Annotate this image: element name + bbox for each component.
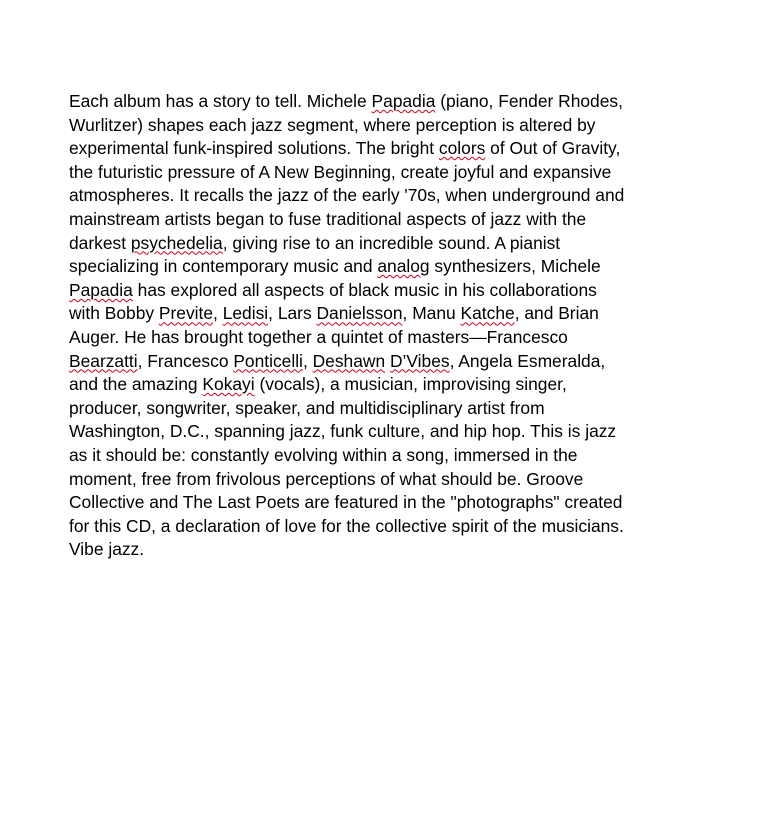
text-line xyxy=(69,137,709,161)
text-run: as it should be: constantly evolving within a song, immersed in the xyxy=(69,444,578,465)
text-line xyxy=(69,420,709,444)
spellcheck-flagged-word[interactable]: Kokayi xyxy=(202,374,255,395)
spellcheck-flagged-word[interactable]: colors xyxy=(438,138,486,159)
text-line xyxy=(69,90,709,114)
text-run: Wurlitzer) shapes each jazz segment, where perception is altered by xyxy=(69,114,596,135)
spellcheck-flagged-word[interactable]: Papadia xyxy=(371,91,436,111)
text-line xyxy=(69,184,709,208)
spellcheck-flagged-word[interactable]: Katche xyxy=(460,303,515,324)
text-line xyxy=(69,279,709,303)
text-run: of Out of Gravity, xyxy=(485,138,621,159)
text-run: for this CD, a declaration of love for the collective spirit of the musicians. xyxy=(69,515,624,536)
text-run: darkest xyxy=(69,232,131,253)
text-line xyxy=(69,232,709,256)
text-run: the futuristic pressure of A New Beginning, create joyful and expansive xyxy=(69,161,612,182)
spellcheck-flagged-word[interactable]: Deshawn xyxy=(312,350,386,371)
text-run: , xyxy=(302,350,313,371)
text-run: with Bobby xyxy=(69,303,159,324)
text-run: , Manu xyxy=(402,303,461,324)
text-run: Collective and The Last Poets are featured in the "photographs" created xyxy=(69,492,623,513)
text-run: (vocals), a musician, improvising singer, xyxy=(254,374,567,395)
text-run: and the amazing xyxy=(69,374,203,395)
text-line xyxy=(69,161,709,185)
text-run: synthesizers, Michele xyxy=(429,256,601,277)
text-run: atmospheres. It recalls the jazz of the early '70s, when underground and xyxy=(69,185,625,206)
text-line xyxy=(69,302,709,326)
text-run: , Angela Esmeralda, xyxy=(449,350,606,371)
text-run: (piano, Fender Rhodes, xyxy=(435,91,623,111)
spellcheck-flagged-word[interactable]: D’Vibes xyxy=(389,350,450,371)
text-run: Auger. He has brought together a quintet of masters—Francesco xyxy=(69,326,568,347)
text-line xyxy=(69,538,709,562)
text-line xyxy=(69,444,709,468)
text-run: Each album has a story to tell. Michele xyxy=(69,91,372,111)
text-line xyxy=(69,468,709,492)
text-run: , and Brian xyxy=(514,303,599,324)
text-run: experimental funk-inspired solutions. The bright xyxy=(69,138,439,159)
spellcheck-flagged-word[interactable]: psychedelia xyxy=(130,232,223,253)
text-line xyxy=(69,373,709,397)
spellcheck-flagged-word[interactable]: Papadia xyxy=(69,279,133,300)
text-line xyxy=(69,114,709,138)
spellcheck-flagged-word[interactable]: Ponticelli xyxy=(233,350,303,371)
spellcheck-flagged-word[interactable]: Danielsson xyxy=(316,303,403,324)
text-run: producer, songwriter, speaker, and multidisciplinary artist from xyxy=(69,397,545,418)
text-line xyxy=(69,326,709,350)
text-run: , Lars xyxy=(268,303,317,324)
text-run: moment, free from frivolous perceptions of what should be. Groove xyxy=(69,468,584,489)
spellcheck-flagged-word[interactable]: Ledisi xyxy=(222,303,269,324)
text-run: has explored all aspects of black music in his collaborations xyxy=(132,279,597,300)
text-run: specializing in contemporary music and xyxy=(69,256,378,277)
text-line xyxy=(69,397,709,421)
text-line xyxy=(69,491,709,515)
text-run: , Francesco xyxy=(137,350,234,371)
spellcheck-flagged-word[interactable]: Previte xyxy=(158,303,214,324)
text-line xyxy=(69,208,709,232)
text-run: , giving rise to an incredible sound. A pianist xyxy=(222,232,561,253)
text-run: Washington, D.C., spanning jazz, funk culture, and hip hop. This is jazz xyxy=(69,421,617,442)
text-line xyxy=(69,255,709,279)
text-line xyxy=(69,350,709,374)
text-run: Vibe jazz. xyxy=(69,539,145,560)
body-paragraph[interactable] xyxy=(69,90,709,562)
spellcheck-flagged-word[interactable]: Bearzatti xyxy=(69,350,138,371)
text-line xyxy=(69,515,709,539)
text-run: , xyxy=(213,303,223,324)
spellcheck-flagged-word[interactable]: analog xyxy=(377,256,430,277)
text-run: mainstream artists began to fuse traditional aspects of jazz with the xyxy=(69,208,587,229)
